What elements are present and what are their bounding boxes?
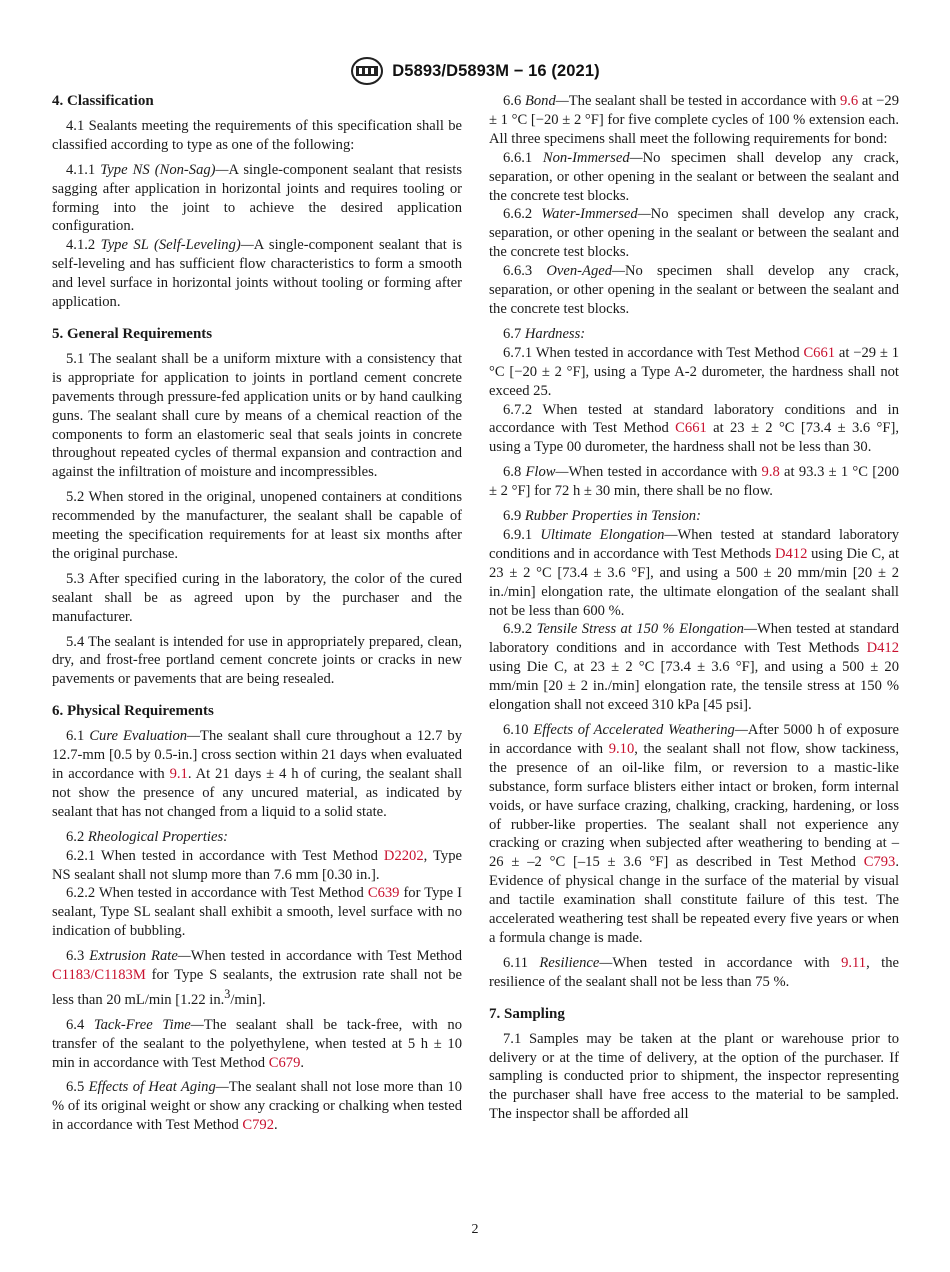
para-6-9-2: 6.9.2 Tensile Stress at 150 % Elongation—When tested at standard laboratory conditions and in accordance with Test Methods D412 using Die C, at 23 ± 2 °C [73.4 ± 3.6 °F], and using a 500 ± 20 mm/min [20 ± 2 in./min] elongation rate, the tensile stress at 150 % elongation shall not exceed 310 kPa [45 psi]. — [489, 621, 899, 714]
para-6-7-1: 6.7.1 When tested in accordance with Test Method C661 at −29 ± 1 °C [−20 ± 2 °F], using a Type A-2 durometer, the hardness shall not exceed 25. — [489, 344, 899, 399]
right-column — [489, 92, 899, 1130]
para-7-1: 7.1 Samples may be taken at the plant or warehouse prior to delivery or at the time of delivery, at the option of the purchaser. If sampling is conducted prior to shipment, the inspector representing the purchaser shall have free access to the material to be sampled. The inspector shall be afforded all — [489, 1030, 899, 1123]
ref-c679-link[interactable]: C679 — [268, 1054, 301, 1071]
page-header — [0, 56, 950, 91]
ref-d412-link-2[interactable]: D412 — [866, 640, 899, 657]
para-4-1: 4.1 Sealants meeting the requirements of this specification shall be classified according to type as one of the following: — [52, 117, 462, 153]
para-6-6-2: 6.6.2 Water-Immersed—No specimen shall develop any crack, separation, or other opening in the sealant or between the sealant and the concrete test blocks. — [489, 206, 899, 261]
para-6-2-2: 6.2.2 When tested in accordance with Test Method C639 for Type I sealant, Type SL sealant shall exhibit a smooth, level surface with no indication of bubbling. — [52, 885, 462, 940]
ref-c661-link-2[interactable]: C661 — [675, 420, 707, 437]
para-6-6: 6.6 Bond—The sealant shall be tested in accordance with 9.6 at −29 ± 1 °C [−20 ± 2 °F] for five complete cycles of 100 % extension each. All three specimens shall meet the following requirements for bond: — [489, 93, 900, 147]
para-6-9: 6.9 Rubber Properties in Tension: — [503, 508, 701, 525]
ref-9-8-link[interactable]: 9.8 — [761, 464, 780, 481]
para-6-9-1: 6.9.1 Ultimate Elongation—When tested at standard laboratory conditions and in accordance with Test Methods D412 using Die C, at 23 ± 2 °C [73.4 ± 3.6 °F], and using a 500 ± 20 mm/min [20 ± 2 in./min] elongation rate, the ultimate elongation of the sealant shall not be less than 600 %. — [489, 526, 900, 619]
ref-c792-link[interactable]: C792 — [242, 1117, 275, 1134]
ref-9-11-link[interactable]: 9.11 — [841, 954, 867, 971]
para-5-3: 5.3 After specified curing in the laboratory, the color of the cured sealant shall be as agreed upon by the purchaser and the manufacturer. — [52, 570, 462, 625]
document-designation: D5893/D5893M − 16 (2021) — [392, 61, 600, 80]
section-6-heading: 6. Physical Requirements — [52, 703, 214, 720]
para-6-10: 6.10 Effects of Accelerated Weathering—After 5000 h of exposure in accordance with 9.10, the sealant shall not flow, show tackiness, the presence of an oil-like film, or reversion to a mastic-like substance, form surface blisters either intact or broken, form internal voids, or have surface crazing, chalking, cracking, hardening, or loss of rubber-like properties. The sealant shall not experience any cracking or crazing when subjected after weathering to bending at –26 ± –2 °C [–15 ± 3.6 °F] as described in Test Method C793. Evidence of physical change in the surface of the material by visual and tactile examination shall constitute failure of this test. The accelerated weathering test shall be repeated every five years or when a formula change is made. — [489, 722, 900, 946]
para-6-11: 6.11 Resilience—When tested in accordance with 9.11, the resilience of the sealant shall not be less than 75 %. — [489, 954, 899, 990]
para-6-4: 6.4 Tack-Free Time—The sealant shall be tack-free, with no transfer of the sealant to the polyethylene, when tested at 5 h ± 10 min in accordance with Test Method C679. — [52, 1016, 462, 1071]
ref-c661-link[interactable]: C661 — [803, 344, 836, 361]
ref-c1183-link[interactable]: C1183/C1183M — [52, 967, 146, 984]
para-6-2-1: 6.2.1 When tested in accordance with Test Method D2202, Type NS sealant shall not slump more than 7.6 mm [0.30 in.]. — [52, 847, 463, 883]
para-6-7: 6.7 Hardness: — [503, 325, 586, 342]
ref-c793-link[interactable]: C793 — [863, 854, 896, 871]
ref-d412-link[interactable]: D412 — [774, 545, 808, 562]
para-6-6-3: 6.6.3 Oven-Aged—No specimen shall develop any crack, separation, or other opening in the sealant or between the sealant and the concrete test blocks. — [489, 263, 899, 317]
ref-9-10-link[interactable]: 9.10 — [608, 740, 635, 757]
para-6-6-1: 6.6.1 Non-Immersed—No specimen shall develop any crack, separation, or other opening in the sealant or between the sealant and the concrete test blocks. — [489, 149, 899, 204]
para-5-4: 5.4 The sealant is intended for use in appropriately prepared, clean, dry, and frost-free portland cement concrete joints or cracks in new pavements or pavements that are being resealed. — [52, 633, 462, 688]
para-6-3: 6.3 Extrusion Rate—When tested in accordance with Test Method C1183/C1183M for Type S sealants, the extrusion rate shall not be less than 20 mL/min [1.22 in.$^3$/min]. — [52, 948, 462, 1008]
para-6-8: 6.8 Flow—When tested in accordance with 9.8 at 93.3 ± 1 °C [200 ± 2 °F] for 72 h ± 30 min, there shall be no flow. — [489, 464, 900, 500]
section-5-heading: 5. General Requirements — [52, 325, 213, 342]
para-4-1-2: 4.1.2 Type SL (Self-Leveling)—A single-component sealant that is self-leveling and has sufficient flow characteristics to form a smooth and level surface in horizontal joints without tooling or forming after application. — [52, 237, 463, 311]
ref-9-6-link[interactable]: 9.6 — [839, 93, 859, 109]
para-6-5: 6.5 Effects of Heat Aging—The sealant shall not lose more than 10 % of its original weight or show any cracking or chalking when tested in accordance with Test Method C792. — [52, 1079, 463, 1134]
para-6-1: 6.1 Cure Evaluation—The sealant shall cure throughout a 12.7 by 12.7-mm [0.5 by 0.5-in.] cross section within 21 days when evaluated in accordance with 9.1. At 21 days ± 4 h of curing, the sealant shall not show the presence of any uncured material, as indicated by sealant that has not changed from a liquid to a solid state. — [52, 728, 463, 820]
para-6-7-2: 6.7.2 When tested at standard laboratory conditions and in accordance with Test Method C661 at 23 ± 2 °C [73.4 ± 3.6 °F], using a Type 00 durometer, the hardness shall not be less than 30. — [489, 401, 899, 456]
ref-9-1-link[interactable]: 9.1 — [169, 766, 188, 782]
para-5-2: 5.2 When stored in the original, unopened containers at conditions recommended by the manufacturer, the sealant shall be capable of meeting the specification requirements for at least six months after the original purchase. — [52, 489, 462, 562]
ref-c639-link[interactable]: C639 — [367, 885, 400, 902]
astm-logo-icon — [350, 56, 384, 86]
para-4-1-1: 4.1.1 Type NS (Non-Sag)—A single-component sealant that resists sagging after application in horizontal joints and requires tooling or forming into the joint to achieve the desired application configuration. — [52, 161, 462, 235]
page-number: 2 — [471, 1222, 479, 1237]
para-5-1: 5.1 The sealant shall be a uniform mixture with a consistency that is appropriate for application to joints in portland cement concrete pavements through pressure-fed application units or by hand caulking guns. The sealant shall cure by means of a chemical reaction of the components to form an elastomeric seal that seals joints in concrete throughout repeated cycles of thermal expansion and contraction and against the infiltration of moisture and incompressibles. — [52, 350, 462, 481]
ref-d2202-link[interactable]: D2202 — [383, 847, 424, 864]
para-6-2: 6.2 Rheological Properties: — [66, 828, 228, 845]
section-7-heading: 7. Sampling — [489, 1005, 565, 1022]
left-column — [52, 92, 462, 1141]
section-4-heading: 4. Classification — [52, 93, 154, 109]
